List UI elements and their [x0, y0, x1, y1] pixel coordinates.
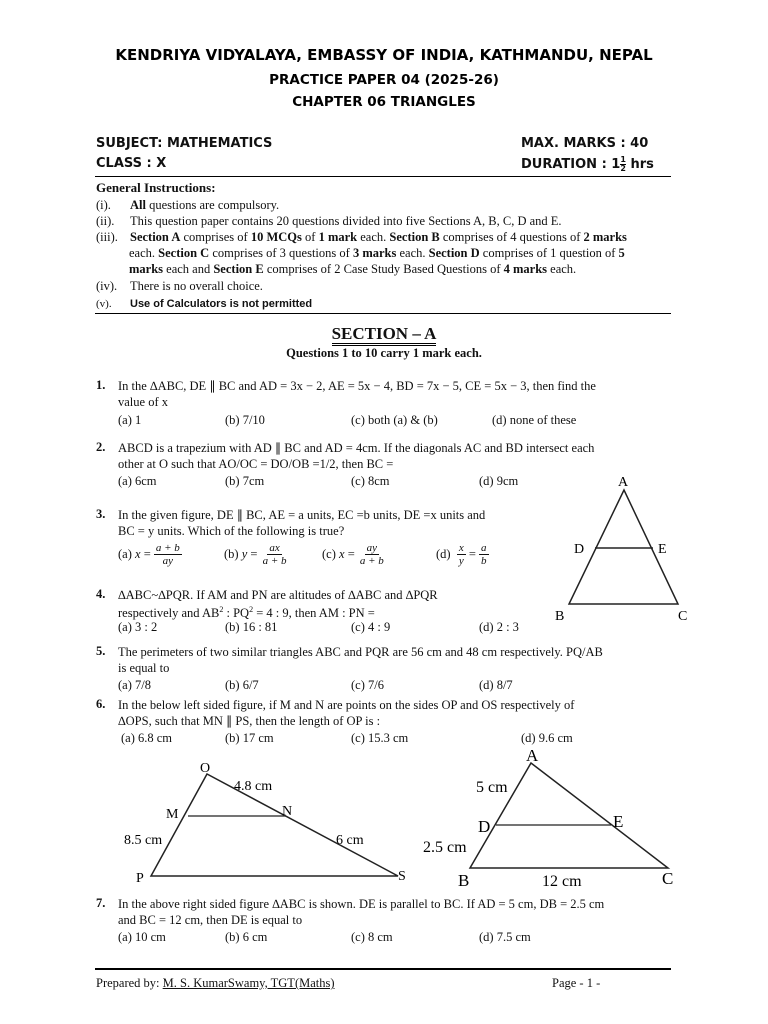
triangle-ops — [151, 774, 398, 876]
q7-option-b: (b) 6 cm — [225, 930, 268, 944]
subject: SUBJECT: MATHEMATICS — [96, 136, 273, 151]
q5-option-a: (a) 7/8 — [118, 678, 151, 692]
question-7-line1: In the above right sided figure ∆ABC is shown. DE is parallel to BC. If AD = 5 cm, DB = 2.5 cm — [118, 897, 605, 911]
q4-option-c: (c) 4 : 9 — [351, 620, 391, 634]
q2-option-a: (a) 6cm — [118, 474, 157, 488]
question-3-line1: In the given figure, DE ∥ BC, AE = a units, EC =b units, DE =x units and — [118, 508, 486, 522]
q3-option-b: (b) y = $\frac{ax}{a + b}$ — [224, 542, 287, 567]
instr-part: 1 mark — [318, 230, 358, 244]
label-b-q7: B — [458, 871, 470, 890]
instr-part: 2 marks — [583, 230, 627, 244]
section-subtitle: Questions 1 to 10 carry 1 mark each. — [286, 346, 482, 360]
label-d-q7: D — [478, 817, 491, 836]
q4-option-b: (b) 16 : 81 — [225, 620, 278, 634]
instr-part: comprises of 2 Case Study Based Questions of — [263, 262, 504, 276]
instruction-text: questions are compulsory. — [145, 198, 280, 212]
question-2-line2: other at O such that AO/OC = DO/OB =1/2, then BC = — [118, 457, 394, 471]
instruction-4 — [96, 278, 263, 294]
class: CLASS : X — [96, 156, 167, 171]
q1-option-b: (b) 7/10 — [225, 413, 265, 427]
fraction — [358, 542, 386, 567]
instr-part: Section A — [130, 230, 181, 244]
prepared-label: Prepared by: — [96, 976, 163, 990]
q7-option-a: (a) 10 cm — [118, 930, 166, 944]
instr-part: each and — [163, 262, 214, 276]
question-number: 4. — [96, 587, 106, 601]
section-title-text: SECTION – A — [332, 324, 437, 346]
instruction-text: Use of Calculators is not permitted — [130, 298, 313, 310]
instruction-3-line2 — [129, 245, 625, 261]
question-number: 6. — [96, 697, 106, 711]
q6-option-d: (d) 9.6 cm — [521, 731, 573, 745]
q6-option-c: (c) 15.3 cm — [351, 731, 409, 745]
q2-option-c: (c) 8cm — [351, 474, 390, 488]
author-name: M. S. KumarSwamy, TGT(Maths) — [162, 976, 335, 990]
duration-frac-num: 1 — [620, 155, 626, 164]
label-c: C — [678, 609, 688, 624]
fraction — [479, 542, 489, 567]
fraction — [457, 542, 466, 567]
q4-part: : PQ — [223, 606, 250, 621]
question-2-line1: ABCD is a trapezium with AD ∥ BC and AD = 4cm. If the diagonals AC and BD intersect each — [118, 441, 595, 455]
chapter-title: CHAPTER 06 TRIANGLES — [292, 94, 476, 110]
school-name: KENDRIYA VIDYALAYA, EMBASSY OF INDIA, KATHMANDU, NEPAL — [115, 46, 653, 64]
instruction-num: (i). — [96, 198, 111, 212]
q4-option-d: (d) 2 : 3 — [479, 620, 519, 634]
instr-part: Section C — [158, 246, 210, 260]
q1-option-a: (a) 1 — [118, 413, 142, 427]
label-m: M — [166, 807, 179, 822]
question-number: 1. — [96, 378, 106, 392]
frac-num: ax — [269, 542, 280, 554]
header-rule — [95, 176, 671, 177]
instr-part: Section E — [213, 262, 264, 276]
instruction-bold: All — [130, 198, 146, 212]
instr-part: 5 — [618, 246, 625, 260]
question-5-line2: is equal to — [118, 661, 170, 675]
label-on: 4.8 cm — [234, 779, 273, 794]
question-4-line1: ∆ABC~∆PQR. If AM and PN are altitudes of ∆ABC and ∆PQR — [118, 588, 438, 602]
question-number: 2. — [96, 440, 106, 454]
paper-title: PRACTICE PAPER 04 (2025-26) — [269, 72, 499, 88]
duration-suffix: hrs — [625, 157, 654, 172]
label-a: A — [618, 475, 629, 490]
q2-option-b: (b) 7cm — [225, 474, 265, 488]
instr-part: comprises of 1 question of — [479, 246, 619, 260]
label-e-q7: E — [613, 812, 624, 831]
instruction-num: (iii). — [96, 230, 118, 244]
label-o: O — [200, 761, 211, 776]
question-number: 7. — [96, 896, 106, 910]
instr-part: each. — [396, 246, 429, 260]
footer-rule — [95, 968, 671, 970]
instructions-title: General Instructions: — [96, 180, 216, 195]
q1-option-c: (c) both (a) & (b) — [351, 413, 438, 427]
q7-option-d: (d) 7.5 cm — [479, 930, 531, 944]
question-1-line1: In the ∆ABC, DE ∥ BC and AD = 3x − 2, AE = 5x − 4, BD = 7x − 5, CE = 5x − 3, then find the — [118, 379, 596, 393]
q4-sup: 2 — [249, 605, 254, 614]
instr-part: marks — [129, 262, 164, 276]
duration-frac-den: 2 — [620, 164, 626, 173]
frac-den: a + b — [262, 555, 287, 567]
label-s: S — [398, 869, 406, 884]
triangle-figure-q3 — [550, 472, 700, 627]
instr-part: Section D — [428, 246, 480, 260]
q3-option-c: (c) x = $\frac{ay}{a + b}$ — [322, 542, 384, 567]
q4-part: = 4 : 9, then AM : PN = — [253, 606, 375, 621]
option-label: (d) — [436, 547, 451, 561]
instr-part: comprises of — [180, 230, 251, 244]
instruction-num: (ii). — [96, 214, 115, 228]
label-bc: 12 cm — [542, 873, 582, 890]
instr-part: comprises of 4 questions of — [439, 230, 584, 244]
label-db: 2.5 cm — [423, 839, 467, 856]
frac-lhs: x — [135, 547, 141, 561]
question-7-line2: and BC = 12 cm, then DE is equal to — [118, 913, 303, 927]
question-6-line2: ∆OPS, such that MN ∥ PS, then the length of OP is : — [118, 714, 381, 728]
fraction — [261, 542, 289, 567]
option-label: (a) — [118, 547, 132, 561]
q3-option-a: (a) x = $\frac{a + b}{ay}$ — [118, 542, 180, 567]
prepared-by — [96, 976, 335, 991]
triangle-figure-q7 — [420, 744, 690, 894]
instr-part: 3 marks — [352, 246, 397, 260]
instruction-3 — [96, 229, 627, 245]
instructions-rule — [95, 313, 671, 314]
instruction-text: There is no overall choice. — [130, 279, 263, 293]
q1-option-d: (d) none of these — [492, 413, 577, 427]
question-6-line1: In the below left sided figure, if M and N are points on the sides OP and OS respectively of — [118, 698, 575, 712]
page-number: Page - 1 - — [552, 976, 601, 990]
instr-part: each. — [547, 262, 577, 276]
q5-option-d: (d) 8/7 — [479, 678, 513, 692]
instr-part: each. — [357, 230, 390, 244]
q5-option-c: (c) 7/6 — [351, 678, 384, 692]
max-marks: MAX. MARKS : 40 — [521, 136, 649, 151]
instruction-5 — [96, 295, 312, 312]
instr-part: 10 MCQs — [250, 230, 302, 244]
q2-option-d: (d) 9cm — [479, 474, 519, 488]
frac-num: ay — [366, 542, 378, 554]
question-4-line2 — [118, 602, 375, 621]
q5-option-b: (b) 6/7 — [225, 678, 259, 692]
label-p: P — [136, 871, 144, 886]
label-b: B — [555, 609, 565, 624]
question-number: 3. — [96, 507, 106, 521]
instr-part: 4 marks — [503, 262, 548, 276]
instr-part: Section B — [389, 230, 440, 244]
triangle-figure-q6 — [110, 752, 420, 892]
q4-option-a: (a) 3 : 2 — [118, 620, 158, 634]
duration — [521, 156, 654, 173]
option-label: (b) — [224, 547, 239, 561]
instruction-num: (iv). — [96, 279, 118, 293]
duration-prefix: DURATION : 1 — [521, 157, 621, 172]
frac-den: ay — [162, 555, 174, 567]
fraction — [154, 542, 182, 567]
instruction-2 — [96, 213, 562, 229]
instr-part: of — [301, 230, 319, 244]
q4-part: respectively and AB — [118, 606, 220, 621]
label-d: D — [574, 542, 585, 557]
label-c-q7: C — [662, 869, 674, 888]
label-a-q7: A — [526, 746, 539, 765]
q6-option-a: (a) 6.8 cm — [121, 731, 173, 745]
frac-den: b — [481, 555, 487, 567]
frac-num: a — [481, 542, 487, 554]
section-title — [0, 324, 768, 344]
frac-num: x — [458, 542, 464, 554]
frac-num: a + b — [155, 542, 180, 554]
frac-lhs: y — [241, 547, 248, 561]
question-1-line2: value of x — [118, 395, 168, 409]
instruction-3-line3 — [129, 261, 576, 277]
label-ns: 6 cm — [336, 833, 364, 848]
instr-part: each. — [129, 246, 159, 260]
q6-option-b: (b) 17 cm — [225, 731, 274, 745]
label-ad: 5 cm — [476, 779, 508, 796]
frac-den: a + b — [359, 555, 384, 567]
frac-den: y — [458, 555, 464, 567]
frac-lhs: x — [339, 547, 345, 561]
q7-option-c: (c) 8 cm — [351, 930, 393, 944]
question-5-line1: The perimeters of two similar triangles ABC and PQR are 56 cm and 48 cm respectively. PQ/AB — [118, 645, 603, 659]
question-3-line2: BC = y units. Which of the following is true? — [118, 524, 345, 538]
question-number: 5. — [96, 644, 106, 658]
option-label: (c) — [322, 547, 336, 561]
instruction-text: This question paper contains 20 questions divided into five Sections A, B, C, D and E. — [130, 214, 562, 228]
q4-sup: 2 — [219, 605, 224, 614]
instr-part: comprises of 3 questions of — [209, 246, 353, 260]
label-n: N — [282, 804, 293, 819]
label-e: E — [658, 542, 667, 557]
q3-option-d: (d) $\frac{x}{y}$ = $\frac{a}{b}$ — [436, 542, 487, 567]
label-mp: 8.5 cm — [124, 833, 163, 848]
instruction-num: (v). — [96, 298, 112, 310]
instruction-1 — [96, 197, 279, 213]
